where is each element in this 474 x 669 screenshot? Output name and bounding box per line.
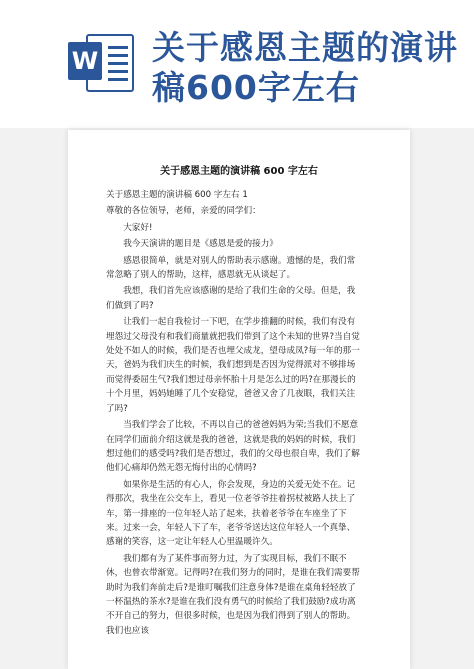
document-title: 关于感恩主题的演讲稿 600 字左右 — [160, 166, 318, 177]
paragraph: 我今天演讲的题目是《感恩是爱的接力》 — [123, 239, 278, 250]
document-banner — [0, 0, 474, 128]
paragraph: 我想，我们首先应该感谢的是给了我们生命的父母。但是，我们做到了吗? — [106, 286, 356, 311]
document-page — [68, 130, 410, 669]
paragraph: 尊敬的各位领导，老师，亲爱的同学们： — [106, 206, 261, 217]
paragraph: 感恩很简单，就是对别人的帮助表示感谢。遗憾的是，我们常常忽略了别人的帮助，这样，感恩就无从谈起了。 — [106, 255, 356, 281]
word-icon — [68, 30, 132, 92]
paragraph: 大家好! — [123, 222, 153, 233]
paragraph: 我们都有为了某件事而努力过，为了实现目标，我们不眠不休，也曾衣带渐宽。记得吗?在我们努力的同时，是谁在我们需要帮助时为我们奔前走后?是谁叮嘱我们注意身体?是谁在桌角轻轻放了一杯温热的茶水?是谁在我们没有勇气的时候给了我们鼓励?成功离不开自己的努力，但很多时候，也是因为我们得到了别人的帮助。我们也应该 — [106, 553, 360, 636]
paragraph: 让我们一起自我检讨一下吧，在学步推翻的时候，我们有没有埋怨过父母没有和我们商量就把我们带到了这个未知的世界?当自觉处处不如人的时候，我们是否也埋父成龙，望母成凤?每一年的那一天，爸妈为我们庆生的时候，我们想到是否因为觉得派对不够排场而觉得委屈生气?我们想过母亲怀胎十月是怎么过的吗?在那漫长的十个月里，妈妈她睡了几个安稳觉，爸爸又舍了几夜眼，我们关注了吗? — [106, 317, 360, 414]
paragraph: 当我们学会了比较，不再以自己的爸爸妈妈为荣;当我们不愿意在同学们面前介绍这就是我的爸爸，这就是我的妈妈的时候，我们想过他们的感受吗?我们是否想过，我们的父母也很自卑，我们了解他们心痛却仍然无怨无悔付出的心情吗? — [106, 420, 360, 474]
document-body — [106, 188, 360, 640]
paragraph: 如果你是生活的有心人，你会发现，身边的关爱无处不在。记得那次，我坐在公交车上，看见一位老爷爷拄着拐杖被路人扶上了车，第一排座的一位年轻人站了起来，扶着老爷爷在车座坐了下来。过来一会，年轻人下了车，老爷爷送达这位年轻人一个真挚、感谢的笑容，这一定让年轻人心里温暖许久。 — [106, 479, 356, 548]
paragraph: 关于感恩主题的演讲稿 600 字左右 1 — [106, 190, 248, 200]
banner-title: 关于感恩主题的演讲稿600字左右 — [152, 28, 458, 107]
word-badge: W — [68, 42, 102, 80]
